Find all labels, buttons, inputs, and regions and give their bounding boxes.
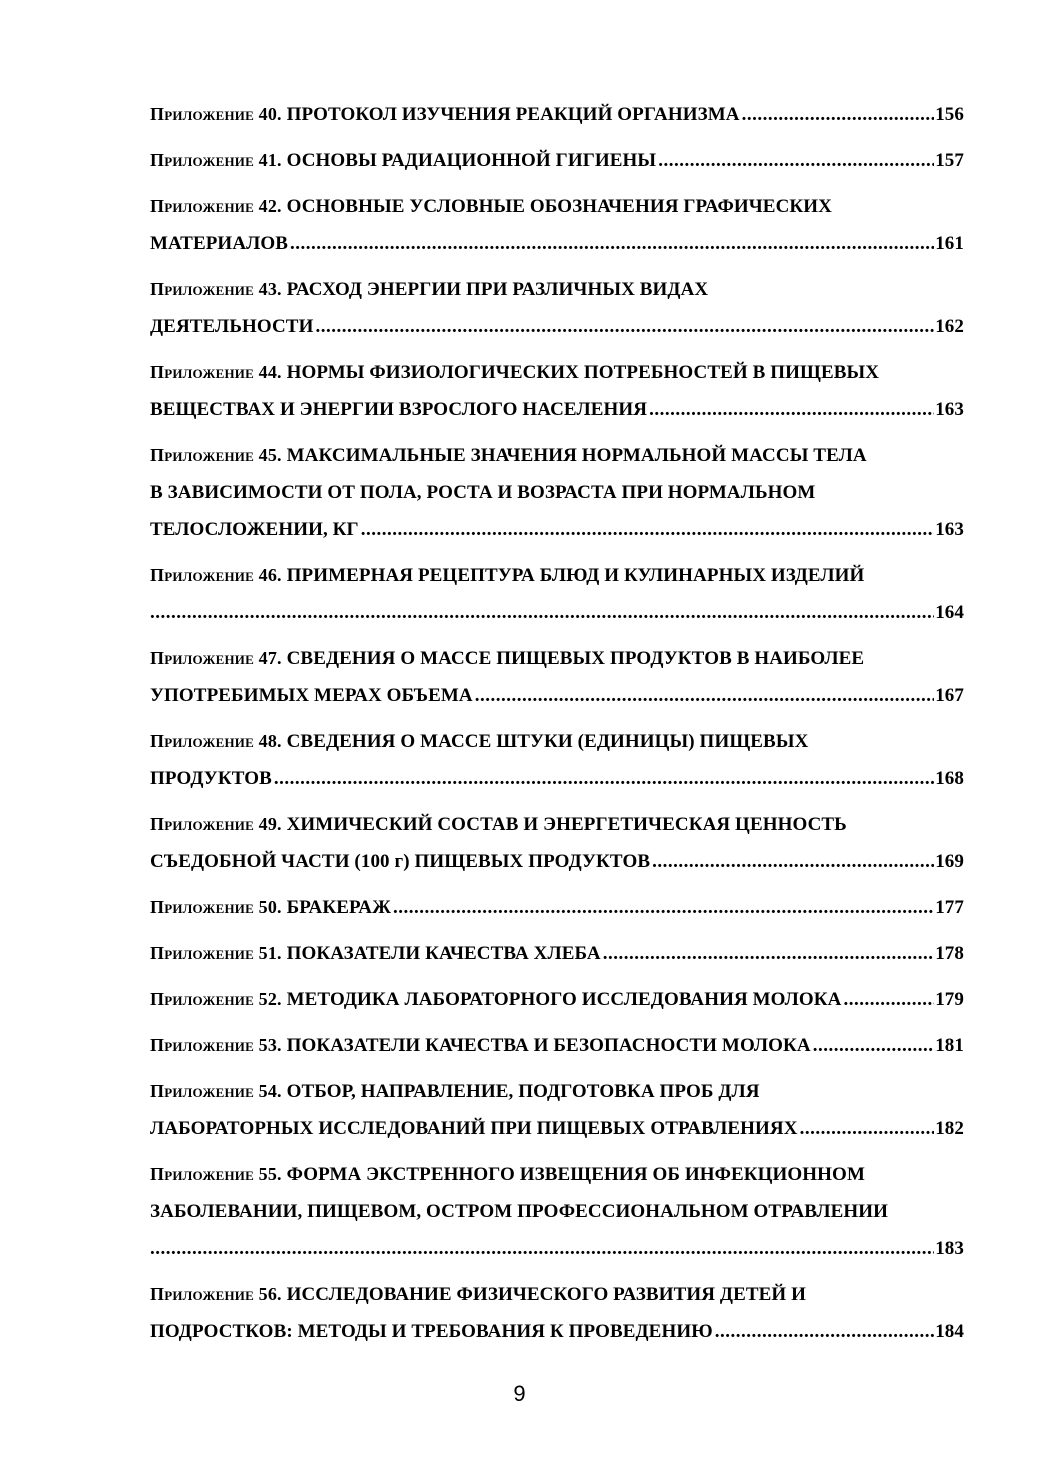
- toc-entry-page: 183: [935, 1238, 964, 1259]
- toc-entry-line: [150, 437, 964, 474]
- toc-entry-page: 156: [935, 104, 964, 125]
- toc-entry[interactable]: [150, 1073, 964, 1147]
- dot-leader: [715, 1313, 934, 1350]
- toc-entry-line: [150, 354, 964, 391]
- dot-leader: [800, 1110, 935, 1147]
- toc-entry-line: [150, 1073, 964, 1110]
- dot-leader: [150, 1230, 934, 1267]
- toc-entry-page: 178: [935, 943, 964, 964]
- toc-entry-page: 163: [935, 519, 964, 540]
- dot-leader: [603, 935, 934, 972]
- toc-entry-title: ЛАБОРАТОРНЫХ ИССЛЕДОВАНИЙ ПРИ ПИЩЕВЫХ ОТРАВЛЕНИЯХ: [150, 1118, 798, 1139]
- toc-entry-page: 181: [935, 1035, 964, 1056]
- toc-entry-prefix: Приложение 49.: [150, 814, 282, 834]
- page-number: 9: [513, 1381, 526, 1406]
- dot-leader: [315, 308, 934, 345]
- toc-entry[interactable]: [150, 354, 964, 428]
- dot-leader: [742, 96, 935, 133]
- dot-leader: [290, 225, 934, 262]
- toc-entry-title: СВЕДЕНИЯ О МАССЕ ШТУКИ (ЕДИНИЦЫ) ПИЩЕВЫХ: [286, 731, 809, 752]
- toc-entry-title: ДЕЯТЕЛЬНОСТИ: [150, 316, 314, 337]
- toc-entry-line: [150, 188, 964, 225]
- toc-entry-title: РАСХОД ЭНЕРГИИ ПРИ РАЗЛИЧНЫХ ВИДАХ: [286, 279, 709, 300]
- toc-entry-line: [150, 225, 964, 262]
- toc-entry-title: ПОКАЗАТЕЛИ КАЧЕСТВА И БЕЗОПАСНОСТИ МОЛОКА: [286, 1035, 811, 1056]
- toc-entry[interactable]: [150, 640, 964, 714]
- toc-entry-title: ОТБОР, НАПРАВЛЕНИЕ, ПОДГОТОВКА ПРОБ ДЛЯ: [286, 1081, 760, 1102]
- toc-entry-prefix: Приложение 40.: [150, 104, 282, 124]
- toc-entry-page: 177: [935, 897, 964, 918]
- toc-entry-prefix: Приложение 45.: [150, 445, 282, 465]
- toc-entry-prefix: Приложение 42.: [150, 196, 282, 216]
- dot-leader: [649, 391, 934, 428]
- toc-entry-page: 169: [935, 851, 964, 872]
- toc-entry-line: [150, 1193, 964, 1230]
- toc-entry-title: СЪЕДОБНОЙ ЧАСТИ (100 г) ПИЩЕВЫХ ПРОДУКТОВ: [150, 851, 651, 872]
- toc-entry-title: ФОРМА ЭКСТРЕННОГО ИЗВЕЩЕНИЯ ОБ ИНФЕКЦИОННОМ: [286, 1164, 865, 1185]
- toc-entry-title: ТЕЛОСЛОЖЕНИИ, КГ: [150, 519, 359, 540]
- toc-entry-title: СВЕДЕНИЯ О МАССЕ ПИЩЕВЫХ ПРОДУКТОВ В НАИБОЛЕЕ: [286, 648, 865, 669]
- toc-entry-line: [150, 806, 964, 843]
- toc-entry-prefix: Приложение 55.: [150, 1164, 282, 1184]
- toc-entry-page: 163: [935, 399, 964, 420]
- toc-entry-page: 164: [935, 602, 964, 623]
- toc-entry-line: [150, 677, 964, 714]
- toc-entry-line: [150, 308, 964, 345]
- dot-leader: [475, 677, 934, 714]
- toc-entry-line: [150, 142, 964, 179]
- toc-entry-prefix: Приложение 41.: [150, 150, 282, 170]
- toc-entry[interactable]: [150, 1027, 964, 1064]
- toc-entry-line: [150, 96, 964, 133]
- toc-entry-line: [150, 640, 964, 677]
- toc-entry-title: ПРОДУКТОВ: [150, 768, 272, 789]
- toc-entry-title: НОРМЫ ФИЗИОЛОГИЧЕСКИХ ПОТРЕБНОСТЕЙ В ПИЩЕВЫХ: [286, 362, 880, 383]
- toc-entry-line: [150, 843, 964, 880]
- toc-entry-prefix: Приложение 53.: [150, 1035, 282, 1055]
- toc-entry[interactable]: [150, 437, 964, 548]
- dot-leader: [393, 889, 934, 926]
- toc-entry-page: 182: [935, 1118, 964, 1139]
- toc-entry-title: ОСНОВНЫЕ УСЛОВНЫЕ ОБОЗНАЧЕНИЯ ГРАФИЧЕСКИХ: [286, 196, 832, 217]
- toc-entry-page: 167: [935, 685, 964, 706]
- toc-entry-line: [150, 474, 964, 511]
- toc-entry[interactable]: [150, 981, 964, 1018]
- toc-entry-title: ПРОТОКОЛ ИЗУЧЕНИЯ РЕАКЦИЙ ОРГАНИЗМА: [286, 104, 740, 125]
- toc-entry-title: ИССЛЕДОВАНИЕ ФИЗИЧЕСКОГО РАЗВИТИЯ ДЕТЕЙ И: [286, 1284, 807, 1305]
- toc-entry[interactable]: [150, 806, 964, 880]
- toc-entry-line: [150, 1230, 964, 1267]
- toc-entry-title: ПОДРОСТКОВ: МЕТОДЫ И ТРЕБОВАНИЯ К ПРОВЕДЕНИЮ: [150, 1321, 713, 1342]
- toc-entry-prefix: Приложение 43.: [150, 279, 282, 299]
- toc-entry-page: 179: [935, 989, 964, 1010]
- toc-entry-prefix: Приложение 52.: [150, 989, 282, 1009]
- dot-leader: [361, 511, 934, 548]
- dot-leader: [843, 981, 934, 1018]
- toc-entry-line: [150, 1276, 964, 1313]
- toc-entry-line: [150, 271, 964, 308]
- dot-leader: [813, 1027, 934, 1064]
- toc-entry[interactable]: [150, 557, 964, 631]
- toc-entry-line: [150, 1313, 964, 1350]
- toc-entry-title: ПОКАЗАТЕЛИ КАЧЕСТВА ХЛЕБА: [286, 943, 601, 964]
- toc-entry-page: 162: [935, 316, 964, 337]
- toc-entry-title: ВЕЩЕСТВАХ И ЭНЕРГИИ ВЗРОСЛОГО НАСЕЛЕНИЯ: [150, 399, 648, 420]
- dot-leader: [658, 142, 934, 179]
- toc-entry-line: [150, 935, 964, 972]
- toc-entry[interactable]: [150, 1156, 964, 1267]
- dot-leader: [150, 594, 934, 631]
- toc-entry-title: МАКСИМАЛЬНЫЕ ЗНАЧЕНИЯ НОРМАЛЬНОЙ МАССЫ ТЕЛА: [286, 445, 867, 466]
- toc-entry-title: БРАКЕРАЖ: [286, 897, 392, 918]
- toc-entry-title: ПРИМЕРНАЯ РЕЦЕПТУРА БЛЮД И КУЛИНАРНЫХ ИЗДЕЛИЙ: [286, 565, 865, 586]
- toc-entry[interactable]: [150, 1276, 964, 1350]
- toc-entry[interactable]: [150, 188, 964, 262]
- toc-entry-line: [150, 1027, 964, 1064]
- toc-entry[interactable]: [150, 723, 964, 797]
- toc-entry-prefix: Приложение 56.: [150, 1284, 282, 1304]
- toc-entry-prefix: Приложение 47.: [150, 648, 282, 668]
- toc-entry-prefix: Приложение 50.: [150, 897, 282, 917]
- toc-entry-line: [150, 981, 964, 1018]
- toc-entry-page: 168: [935, 768, 964, 789]
- toc-entry-line: [150, 889, 964, 926]
- toc-entry[interactable]: [150, 96, 964, 133]
- toc-entry-prefix: Приложение 48.: [150, 731, 282, 751]
- toc-entry[interactable]: [150, 935, 964, 972]
- table-of-contents: [150, 96, 964, 1350]
- toc-entry[interactable]: [150, 142, 964, 179]
- toc-entry-title: ХИМИЧЕСКИЙ СОСТАВ И ЭНЕРГЕТИЧЕСКАЯ ЦЕННОСТЬ: [286, 814, 847, 835]
- toc-entry-line: [150, 594, 964, 631]
- toc-entry-line: [150, 760, 964, 797]
- toc-entry-title: ЗАБОЛЕВАНИИ, ПИЩЕВОМ, ОСТРОМ ПРОФЕССИОНАЛЬНОМ ОТРАВЛЕНИИ: [150, 1201, 889, 1222]
- toc-entry-prefix: Приложение 46.: [150, 565, 282, 585]
- toc-entry-page: 157: [935, 150, 964, 171]
- toc-entry-line: [150, 511, 964, 548]
- toc-entry-line: [150, 1156, 964, 1193]
- toc-entry-title: В ЗАВИСИМОСТИ ОТ ПОЛА, РОСТА И ВОЗРАСТА ПРИ НОРМАЛЬНОМ: [150, 482, 816, 503]
- toc-entry-line: [150, 1110, 964, 1147]
- toc-entry-line: [150, 723, 964, 760]
- dot-leader: [274, 760, 934, 797]
- toc-entry[interactable]: [150, 889, 964, 926]
- toc-entry[interactable]: [150, 271, 964, 345]
- toc-entry-page: 161: [935, 233, 964, 254]
- toc-entry-page: 184: [935, 1321, 964, 1342]
- toc-entry-title: МЕТОДИКА ЛАБОРАТОРНОГО ИССЛЕДОВАНИЯ МОЛОКА: [286, 989, 842, 1010]
- toc-entry-prefix: Приложение 51.: [150, 943, 282, 963]
- toc-entry-title: УПОТРЕБИМЫХ МЕРАХ ОБЪЕМА: [150, 685, 473, 706]
- toc-entry-line: [150, 391, 964, 428]
- toc-entry-prefix: Приложение 54.: [150, 1081, 282, 1101]
- toc-entry-line: [150, 557, 964, 594]
- toc-entry-title: ОСНОВЫ РАДИАЦИОННОЙ ГИГИЕНЫ: [286, 150, 657, 171]
- dot-leader: [652, 843, 934, 880]
- toc-entry-prefix: Приложение 44.: [150, 362, 282, 382]
- toc-entry-title: МАТЕРИАЛОВ: [150, 233, 289, 254]
